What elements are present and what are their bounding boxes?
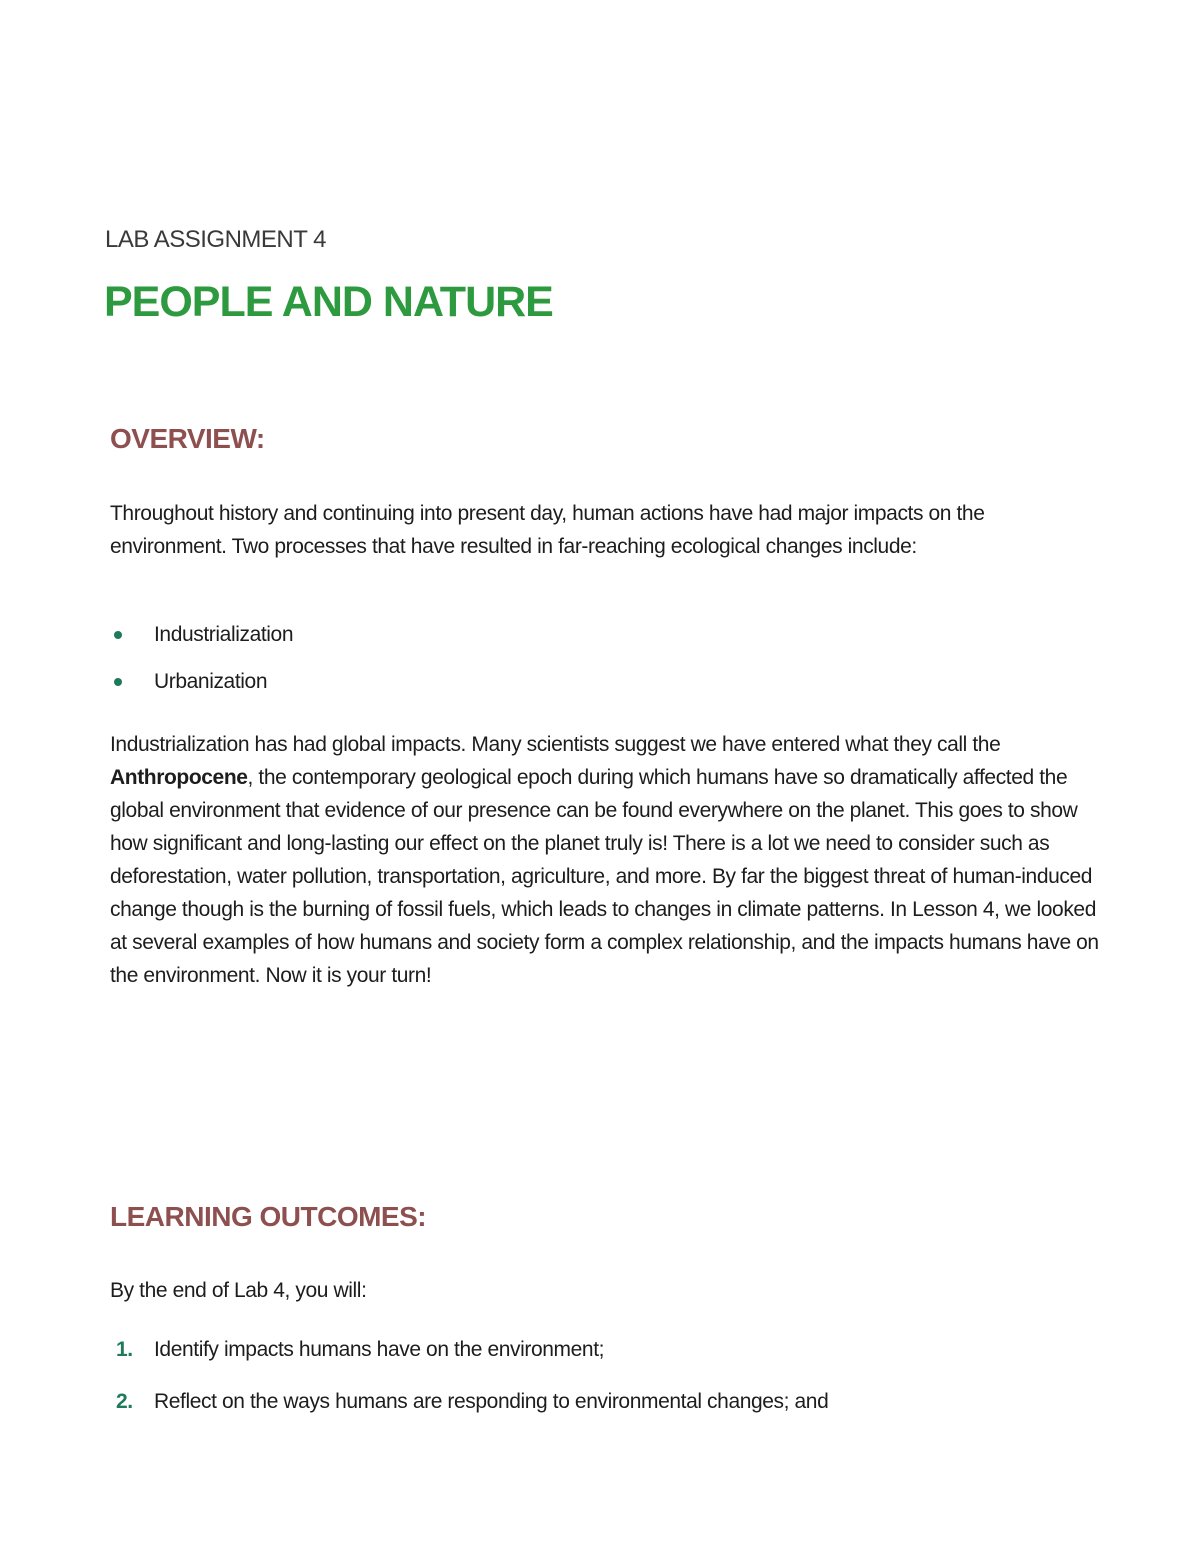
- bullet-icon: [114, 678, 122, 686]
- bullet-text: Urbanization: [154, 670, 268, 693]
- list-item: [110, 618, 293, 665]
- paragraph-text-start: Industrialization has had global impacts. Many scientists suggest we have entered what they call the: [110, 733, 1001, 756]
- list-item: [110, 1385, 828, 1437]
- list-item: [110, 665, 293, 712]
- overview-heading: OVERVIEW:: [110, 423, 265, 454]
- list-item: [110, 1333, 828, 1385]
- document-title: PEOPLE AND NATURE: [104, 278, 553, 326]
- paragraph-text-end: , the contemporary geological epoch during which humans have so dramatically affected the global environment that evidence of our presence can be found everywhere on the planet. This goes to show how significant and long-lasting our effect on the planet truly is! There is a lot we need to consider such as deforestation, water pollution, transportation, agriculture, and more. By far the biggest threat of human-induced change though is the burning of fossil fuels, which leads to changes in climate patterns. In Lesson 4, we looked at several examples of how humans and society form a complex relationship, and the impacts humans have on the environment. Now it is your turn!: [110, 766, 1099, 987]
- outcomes-intro-paragraph: By the end of Lab 4, you will:: [110, 1279, 367, 1302]
- bullet-icon: [114, 631, 122, 639]
- anthropocene-paragraph: [110, 728, 1100, 992]
- assignment-label: LAB ASSIGNMENT 4: [105, 226, 326, 253]
- outcomes-numbered-list: [110, 1333, 828, 1437]
- process-bullet-list: [110, 618, 293, 712]
- anthropocene-term: Anthropocene: [110, 766, 248, 789]
- outcome-text: Reflect on the ways humans are responding to environmental changes; and: [154, 1390, 829, 1413]
- overview-intro-paragraph: Throughout history and continuing into present day, human actions have had major impacts on the environment. Two processes that have resulted in far-reaching ecological changes include:: [110, 502, 985, 558]
- outcome-text: Identify impacts humans have on the environment;: [154, 1338, 605, 1361]
- bullet-text: Industrialization: [154, 623, 294, 646]
- list-number: 2.: [116, 1390, 133, 1413]
- list-number: 1.: [116, 1338, 133, 1361]
- learning-outcomes-heading: LEARNING OUTCOMES:: [110, 1201, 427, 1232]
